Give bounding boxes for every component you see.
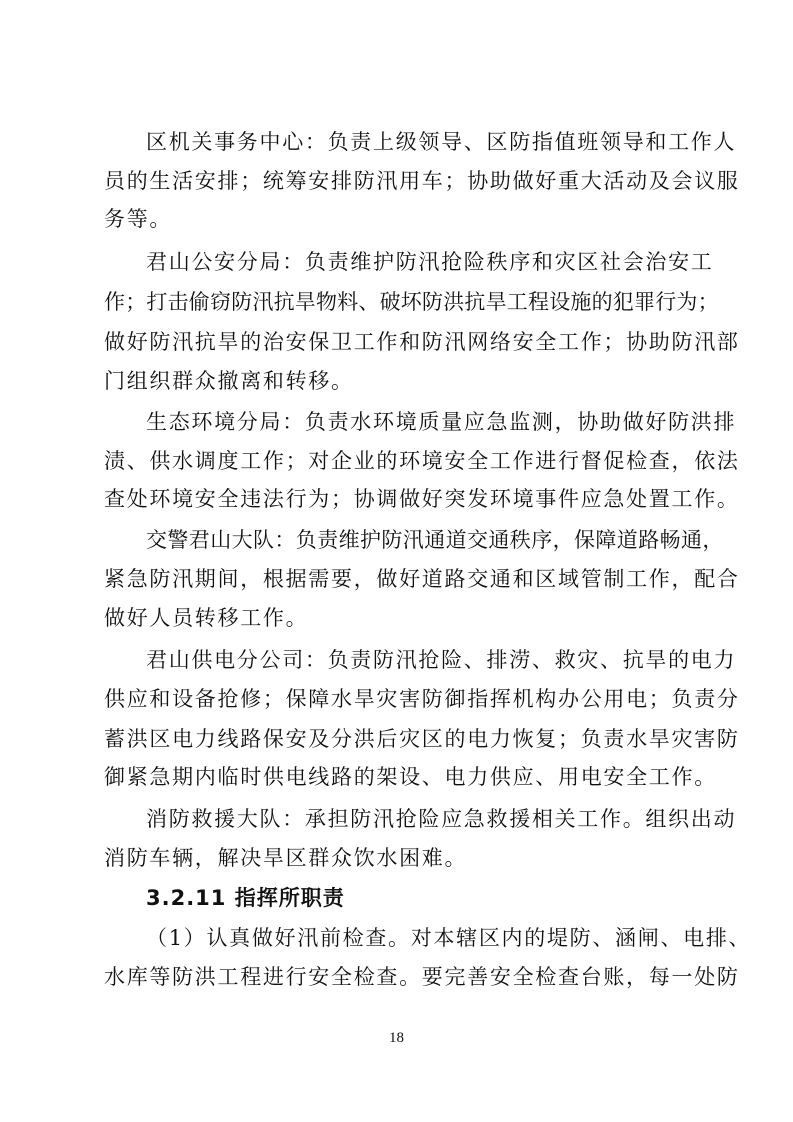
paragraph-line: （1）认真做好汛前检查。对本辖区内的堤防、涵闸、电排、 — [146, 926, 752, 950]
section-heading: 3.2.11 指挥所职责 — [146, 886, 345, 910]
paragraph-line: 紧急防汛期间，根据需要，做好道路交通和区域管制工作，配合 — [104, 567, 740, 591]
paragraph-line: 水库等防洪工程进行安全检查。要完善安全检查台账，每一处防 — [104, 965, 740, 989]
paragraph-line: 门组织群众撤离和转移。 — [104, 369, 354, 393]
paragraph-line: 区机关事务中心：负责上级领导、区防指值班领导和工作人 — [146, 130, 737, 154]
paragraph-line: 供应和设备抢修；保障水旱灾害防御指挥机构办公用电；负责分 — [104, 687, 740, 711]
paragraph-line: 做好防汛抗旱的治安保卫工作和防汛网络安全工作；协助防汛部 — [104, 330, 740, 354]
paragraph-line: 君山公安分局：负责维护防汛抢险秩序和灾区社会治安工 — [146, 250, 714, 274]
paragraph-line: 查处环境安全违法行为；协调做好突发环境事件应急处置工作。 — [104, 487, 740, 511]
paragraph-line: 作；打击偷窃防汛抗旱物料、破坏防洪抗旱工程设施的犯罪行为； — [104, 290, 719, 314]
paragraph-line: 消防车辆，解决旱区群众饮水困难。 — [104, 846, 468, 870]
paragraph-line: 渍、供水调度工作；对企业的环境安全工作进行督促检查，依法 — [104, 449, 740, 473]
paragraph-line: 生态环境分局：负责水环境质量应急监测，协助做好防洪排 — [146, 410, 737, 434]
paragraph-line: 做好人员转移工作。 — [104, 606, 309, 630]
paragraph-line: 御紧急期内临时供电线路的架设、电力供应、用电安全工作。 — [104, 765, 717, 789]
page-number: 18 — [389, 1030, 404, 1046]
paragraph-line: 蓄洪区电力线路保安及分洪后灾区的电力恢复；负责水旱灾害防 — [104, 727, 740, 751]
paragraph-line: 交警君山大队：负责维护防汛通道交通秩序，保障道路畅通， — [146, 528, 724, 552]
paragraph-line: 消防救援大队：承担防汛抢险应急救援相关工作。组织出动 — [146, 807, 737, 831]
paragraph-line: 务等。 — [104, 207, 173, 231]
paragraph-line: 君山供电分公司：负责防汛抢险、排涝、救灾、抗旱的电力 — [146, 648, 737, 672]
paragraph-line: 员的生活安排；统筹安排防汛用车；协助做好重大活动及会议服 — [104, 169, 740, 193]
